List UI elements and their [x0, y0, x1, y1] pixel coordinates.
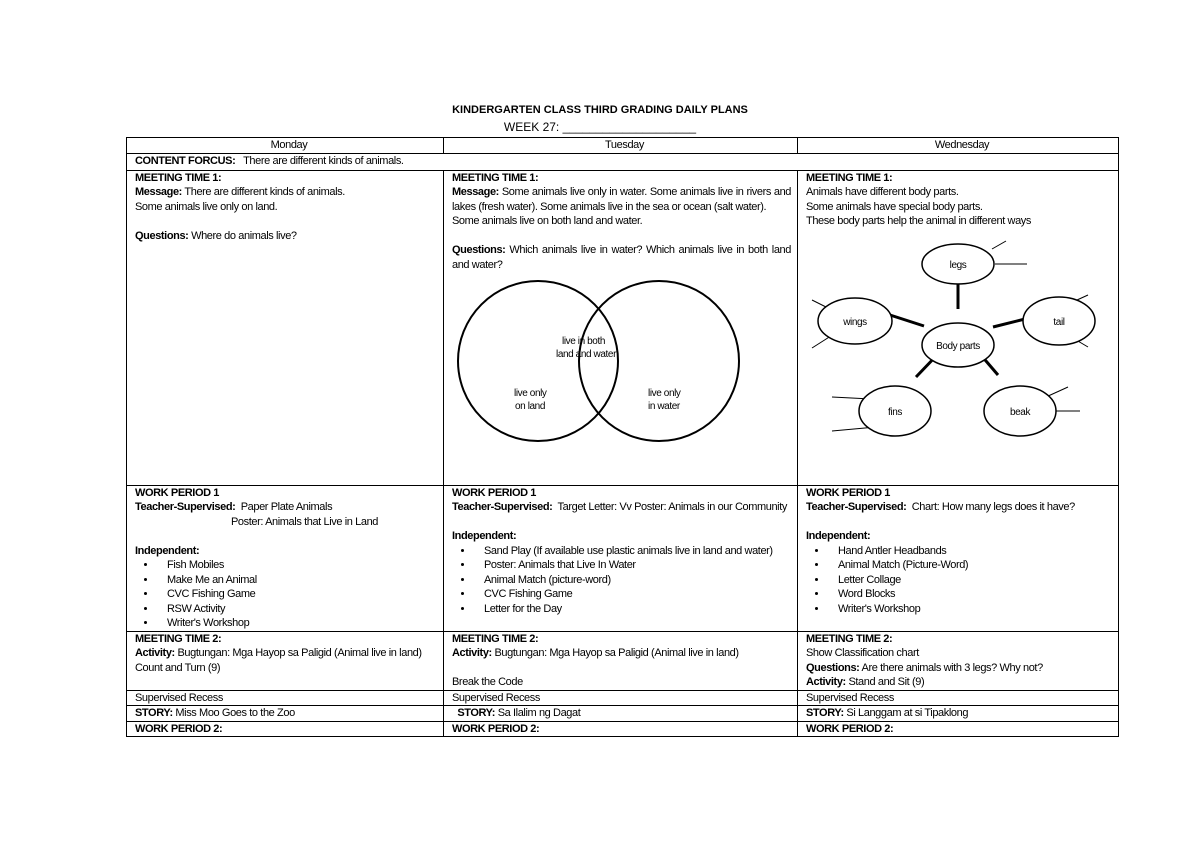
meeting2-monday — [127, 631, 444, 690]
story-wed-title: Si Langgam at si Tipaklong — [846, 707, 969, 719]
content-focus-row — [127, 153, 1119, 170]
venn-diagram — [452, 276, 797, 446]
day-header-row — [127, 138, 1119, 154]
questions-label: Questions: — [135, 229, 189, 242]
label-fins: fins — [888, 406, 902, 418]
work-period-1-row — [127, 485, 1119, 631]
list-item: • Poster: Animals that Live In Water — [474, 558, 797, 573]
list-item: • Animal Match (Picture-Word) — [828, 558, 1118, 573]
week-line: WEEK 27: ____________________ — [503, 120, 697, 134]
story-label: STORY: — [135, 707, 173, 719]
recess-row — [127, 690, 1119, 706]
list-item: • Letter for the Day — [474, 602, 797, 617]
teacher-supervised-label: Teacher-Supervised: — [452, 501, 553, 513]
work1-tue-heading: WORK PERIOD 1 — [452, 486, 537, 499]
list-item: • Sand Play (If available use plastic animals live in land and water) — [474, 544, 797, 559]
venn-middle-label-1: live in both — [562, 336, 606, 347]
work2-wed-heading: WORK PERIOD 2: — [806, 722, 894, 735]
list-item: • CVC Fishing Game — [157, 587, 443, 602]
meeting-time-2-row — [127, 631, 1119, 690]
activity-label: Activity: — [135, 647, 175, 659]
meeting1-tue-question: Which animals live in water? Which animals live in both land and water? — [452, 244, 791, 271]
meeting2-mon-heading: MEETING TIME 2: — [135, 632, 222, 645]
work-period-2-row — [127, 721, 1119, 737]
independent-label: Independent: — [452, 530, 517, 542]
list-item: • CVC Fishing Game — [474, 587, 797, 602]
meeting2-tue-heading: MEETING TIME 2: — [452, 632, 539, 645]
meeting1-tue-line2: Some animals live on both land and water. — [452, 215, 643, 227]
label-wings: wings — [843, 316, 867, 328]
content-focus-text: There are different kinds of animals. — [243, 154, 404, 167]
label-tail: tail — [1053, 316, 1065, 328]
meeting2-tuesday — [444, 631, 798, 690]
list-item: • Letter Collage — [828, 573, 1118, 588]
work1-monday — [127, 485, 444, 631]
meeting1-mon-heading: MEETING TIME 1: — [135, 171, 222, 184]
meeting1-wed-line3: These body parts help the animal in different ways — [806, 215, 1031, 227]
message-label: Message: — [452, 186, 499, 198]
content-focus-label: CONTENT FORCUS: — [135, 154, 236, 167]
meeting1-wed-heading: MEETING TIME 1: — [806, 171, 893, 184]
label-beak: beak — [1009, 406, 1031, 418]
story-label: STORY: — [806, 707, 844, 719]
label-legs: legs — [949, 259, 967, 271]
story-wednesday — [798, 706, 1119, 722]
meeting2-wed-line1: Show Classification chart — [806, 647, 919, 659]
list-item: • RSW Activity — [157, 602, 443, 617]
teacher-supervised-label: Teacher-Supervised: — [135, 501, 236, 513]
teacher-supervised-label: Teacher-Supervised: — [806, 501, 907, 513]
story-monday — [127, 706, 444, 722]
list-item: • Make Me an Animal — [157, 573, 443, 588]
work1-tue-ts: Target Letter: Vv Poster: Animals in our Community — [557, 501, 787, 513]
work1-tuesday — [444, 485, 798, 631]
meeting2-wed-heading: MEETING TIME 2: — [806, 632, 893, 645]
label-body-parts: Body parts — [936, 340, 980, 352]
meeting1-mon-line2: Some animals live only on land. — [135, 200, 278, 213]
work1-wed-ts: Chart: How many legs does it have? — [911, 501, 1075, 513]
day-tuesday: Tuesday — [444, 138, 798, 154]
venn-left-label-2: on land — [515, 401, 546, 412]
meeting1-mon-question: Where do animals live? — [191, 229, 297, 242]
list-item: • Animal Match (picture-word) — [474, 573, 797, 588]
questions-label: Questions: — [806, 661, 860, 674]
story-tue-title: Sa Ilalim ng Dagat — [497, 707, 581, 719]
list-item: • Writer's Workshop — [828, 602, 1118, 617]
meeting-time-1-row — [127, 170, 1119, 485]
recess-wednesday: Supervised Recess — [798, 690, 1119, 706]
venn-right-label-1: live only — [648, 388, 681, 399]
meeting1-mon-message: There are different kinds of animals. — [184, 186, 345, 198]
venn-right-label-2: in water — [648, 401, 680, 412]
independent-label: Independent: — [806, 530, 871, 542]
work2-monday — [127, 721, 444, 737]
work1-wednesday — [798, 485, 1119, 631]
work2-mon-heading: WORK PERIOD 2: — [135, 722, 223, 735]
meeting2-wed-activity: Stand and Sit (9) — [848, 676, 925, 688]
work2-wednesday — [798, 721, 1119, 737]
work2-tue-heading: WORK PERIOD 2: — [452, 722, 540, 735]
work1-mon-ts2: Poster: Animals that Live in Land — [231, 515, 379, 528]
venn-middle-label-2: land and water — [556, 349, 617, 360]
meeting1-tue-heading: MEETING TIME 1: — [452, 171, 539, 184]
list-item: • Fish Mobiles — [157, 558, 443, 573]
meeting2-wednesday — [798, 631, 1119, 690]
story-mon-title: Miss Moo Goes to the Zoo — [175, 707, 295, 719]
questions-label: Questions: — [452, 244, 506, 256]
work1-tue-list — [452, 544, 797, 617]
day-monday: Monday — [127, 138, 444, 154]
document-title: KINDERGARTEN CLASS THIRD GRADING DAILY PLANS — [452, 104, 748, 116]
meeting1-tue-message: Some animals live only in water. Some animals live in rivers and lakes (fresh water). Some animals live in the sea or ocean (salt water). — [452, 186, 792, 213]
meeting2-tue-extra: Break the Code — [452, 676, 523, 688]
meeting2-tue-activity: Bugtungan: Mga Hayop sa Paligid (Animal live in land) — [494, 647, 739, 659]
work1-wed-heading: WORK PERIOD 1 — [806, 486, 891, 499]
story-tuesday — [444, 706, 798, 722]
meeting1-tuesday — [444, 170, 798, 485]
list-item: • Hand Antler Headbands — [828, 544, 1118, 559]
daily-plan-table — [126, 137, 1119, 737]
venn-water-circle — [579, 281, 739, 441]
meeting1-wednesday — [798, 170, 1119, 485]
venn-land-circle — [458, 281, 618, 441]
meeting2-mon-activity: Bugtungan: Mga Hayop sa Paligid (Animal live in land) Count and Turn (9) — [135, 647, 422, 674]
work1-mon-heading: WORK PERIOD 1 — [135, 486, 220, 499]
recess-tuesday: Supervised Recess — [444, 690, 798, 706]
message-label: Message: — [135, 186, 182, 198]
story-label: STORY: — [457, 707, 496, 719]
list-item: • Writer's Workshop — [157, 616, 443, 631]
independent-label: Independent: — [135, 544, 200, 557]
work2-tuesday — [444, 721, 798, 737]
work1-mon-ts: Paper Plate Animals — [240, 501, 333, 513]
body-parts-web — [798, 231, 1097, 451]
recess-monday: Supervised Recess — [127, 690, 444, 706]
venn-left-label-1: live only — [514, 388, 547, 399]
activity-label: Activity: — [806, 676, 846, 688]
list-item: • Word Blocks — [828, 587, 1118, 602]
day-wednesday: Wednesday — [798, 138, 1119, 154]
story-row — [127, 706, 1119, 722]
meeting1-wed-line2: Some animals have special body parts. — [806, 200, 983, 213]
meeting1-wed-line1: Animals have different body parts. — [806, 186, 959, 198]
work1-wed-list — [806, 544, 1118, 617]
activity-label: Activity: — [452, 647, 492, 659]
meeting2-wed-question: Are there animals with 3 legs? Why not? — [861, 661, 1043, 674]
work1-mon-list — [135, 558, 443, 631]
meeting1-monday — [127, 170, 444, 485]
